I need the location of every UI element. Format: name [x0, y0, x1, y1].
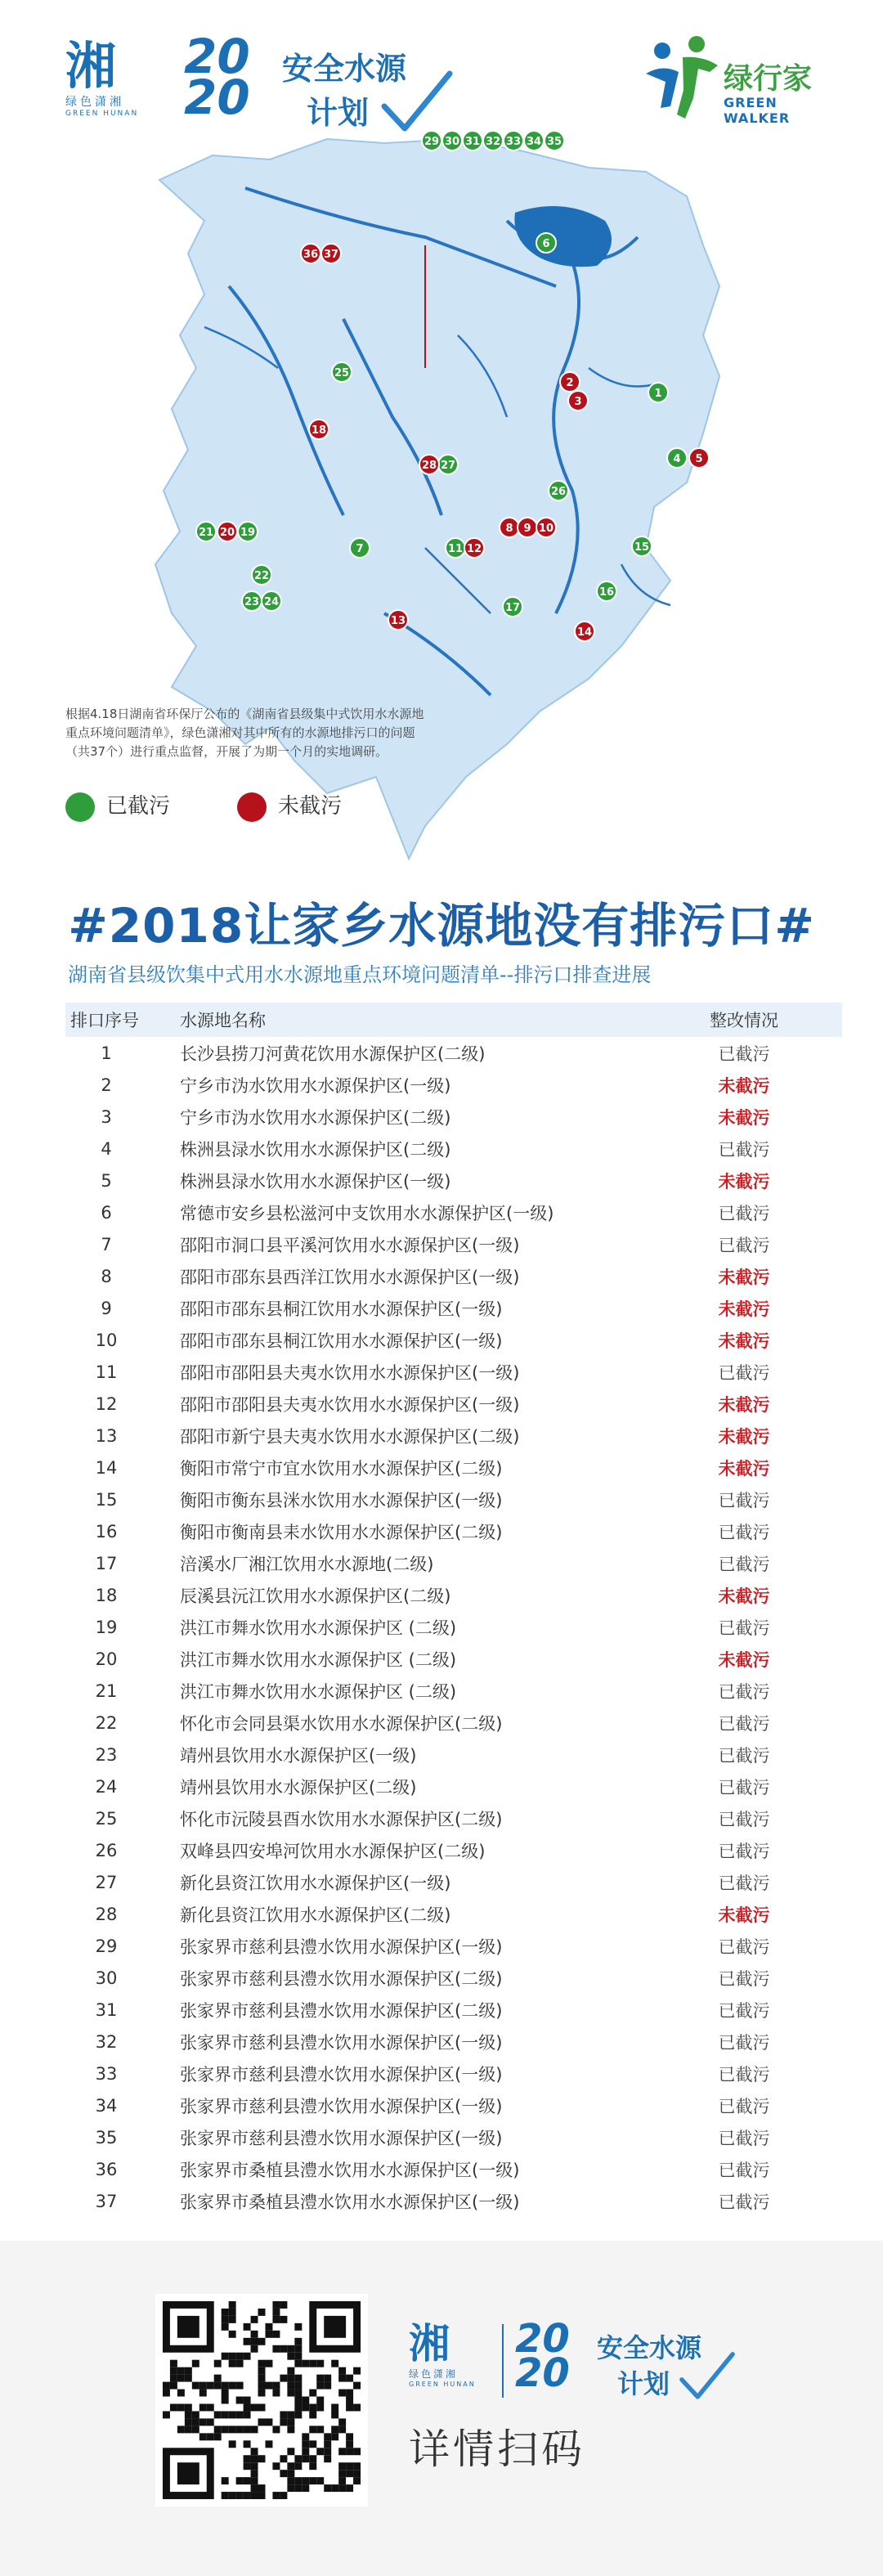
cell-name: 衡阳市衡南县耒水饮用水水源保护区(二级) [180, 1522, 503, 1542]
cell-no: 32 [95, 2031, 118, 2052]
map-marker [689, 448, 709, 468]
map-marker-label: 33 [505, 136, 522, 148]
map-marker [524, 131, 544, 150]
cell-name: 新化县资江饮用水水源保护区(二级) [180, 1905, 451, 1925]
map-marker [252, 565, 271, 585]
cell-no: 10 [95, 1330, 118, 1350]
map-marker-label: 21 [198, 527, 214, 539]
outlet-table [65, 1003, 842, 2217]
map-marker-label: 18 [311, 424, 327, 437]
plan-title-bottom: 计划 [307, 95, 370, 131]
map-marker [536, 518, 556, 537]
map-marker [238, 522, 258, 541]
footer-plan-title-bottom: 计划 [617, 2368, 670, 2399]
cell-name: 宁乡市沩水饮用水水源保护区(二级) [180, 1107, 451, 1128]
map-note: 根据4.18日湖南省环保厅公布的《湖南省县级集中式饮用水水源地重点环境问题清单》，绿色潇湘对其中所有的水源地排污口的问题（共37个）进行重点监督，开展了为期一个月的实地调研。 [65, 707, 424, 759]
map-marker [483, 131, 503, 150]
cell-name: 张家界市慈利县澧水饮用水源保护区(二级) [180, 1968, 503, 1989]
header-name: 水源地名称 [180, 1011, 266, 1030]
cell-status: 已截污 [718, 1745, 770, 1766]
table-row [65, 2185, 842, 2217]
cell-no: 28 [95, 1904, 118, 1924]
map-marker [196, 522, 216, 541]
legend-item-ok [65, 789, 170, 822]
map-marker [575, 622, 594, 641]
map-marker-label: 20 [219, 527, 235, 539]
cell-no: 22 [95, 1712, 118, 1733]
map-marker-label: 30 [444, 136, 460, 148]
cell-status: 已截污 [718, 1554, 770, 1574]
map-marker-label: 5 [695, 453, 703, 465]
map-marker-label: 36 [303, 249, 319, 261]
cell-no: 20 [95, 1649, 118, 1669]
cell-name: 张家界市桑植县澧水饮用水水源保护区(一级) [180, 2160, 520, 2180]
cell-status: 已截污 [718, 1809, 770, 1829]
cell-name: 洪江市舞水饮用水水源保护区 (二级) [180, 1618, 457, 1638]
cell-status: 已截污 [718, 1841, 770, 1861]
legend-item-bad [237, 789, 342, 822]
cell-status: 未截污 [718, 1905, 770, 1925]
legend-label-ok: 已截污 [106, 794, 171, 819]
cell-no: 17 [95, 1553, 118, 1573]
map-marker [597, 581, 616, 601]
map-marker [321, 244, 341, 263]
map-marker [667, 448, 687, 468]
map-marker-label: 6 [542, 238, 550, 250]
table-row [65, 1101, 842, 1133]
cell-no: 15 [95, 1489, 118, 1510]
map-marker [463, 131, 482, 150]
cell-name: 涪溪水厂湘江饮用水水源地(二级) [180, 1554, 434, 1574]
table-row [65, 1898, 842, 1930]
cell-status: 已截污 [718, 2192, 770, 2212]
table-row [65, 1356, 842, 1388]
map-marker [438, 455, 458, 474]
map-marker [350, 538, 370, 558]
map-marker [568, 391, 588, 411]
cell-no: 13 [95, 1425, 118, 1446]
cell-status: 未截污 [718, 1426, 770, 1447]
map-marker [500, 518, 519, 537]
map-marker [388, 610, 408, 630]
cell-name: 邵阳市邵阳县夫夷水饮用水水源保护区(一级) [180, 1394, 520, 1415]
map-marker-label: 29 [424, 136, 440, 148]
cell-no: 37 [95, 2191, 118, 2211]
map-marker-label: 32 [485, 136, 501, 148]
cell-no: 31 [95, 1999, 118, 2020]
map-marker-label: 11 [447, 543, 464, 555]
cell-status: 已截污 [718, 1618, 770, 1638]
cell-status: 未截污 [718, 1107, 770, 1128]
map-marker-label: 26 [550, 486, 567, 498]
cell-no: 36 [95, 2159, 118, 2179]
cell-no: 29 [95, 1936, 118, 1956]
cell-name: 洪江市舞水饮用水水源保护区 (二级) [180, 1649, 457, 1670]
cell-name: 长沙县捞刀河黄花饮用水源保护区(二级) [180, 1043, 486, 1064]
safe-water-plan-logo [184, 29, 446, 131]
table-header [65, 1003, 842, 1037]
map-marker-label: 28 [421, 460, 437, 472]
cell-name: 株洲县渌水饮用水水源保护区(二级) [180, 1139, 451, 1160]
table-row [65, 1962, 842, 1994]
cell-name: 株洲县渌水饮用水水源保护区(一级) [180, 1171, 451, 1192]
map-marker [242, 591, 262, 611]
map-marker-label: 35 [546, 136, 563, 148]
cell-no: 23 [95, 1744, 118, 1765]
footer-checkmark-icon [679, 2350, 736, 2403]
cell-status: 未截污 [718, 1649, 770, 1670]
table-row [65, 1196, 842, 1228]
cell-name: 双峰县四安埠河饮用水水源保护区(二级) [180, 1841, 486, 1861]
cell-status: 已截污 [718, 1490, 770, 1510]
map-marker-label: 1 [654, 388, 662, 400]
table-row [65, 1069, 842, 1101]
cell-no: 8 [101, 1266, 112, 1286]
cell-name: 张家界市慈利县澧水饮用水源保护区(一级) [180, 2032, 503, 2053]
cell-status: 已截污 [718, 1139, 770, 1160]
cell-status: 未截污 [718, 1299, 770, 1319]
map-marker [442, 131, 462, 150]
green-walker-en: GREEN WALKER [724, 95, 791, 126]
cell-status: 已截污 [718, 1968, 770, 1989]
table-row [65, 2026, 842, 2058]
footer-plan-number-top: 20 [515, 2316, 570, 2362]
plan-number-bottom: 20 [184, 70, 250, 125]
map-marker [536, 233, 556, 253]
cell-no: 11 [95, 1362, 118, 1382]
cell-no: 30 [95, 1968, 118, 1988]
map-canvas [0, 123, 883, 875]
legend-dot-green [65, 792, 95, 822]
table-row [65, 1228, 842, 1260]
cell-name: 邵阳市邵阳县夫夷水饮用水水源保护区(一级) [180, 1362, 520, 1383]
map-marker-label: 2 [566, 377, 574, 389]
table-row [65, 1994, 842, 2026]
cell-name: 张家界市慈利县澧水饮用水源保护区(一级) [180, 2064, 503, 2085]
cell-name: 张家界市慈利县澧水饮用水源保护区(一级) [180, 2128, 503, 2148]
table-row [65, 1133, 842, 1165]
cell-name: 宁乡市沩水饮用水水源保护区(一级) [180, 1075, 451, 1096]
table-row [65, 1834, 842, 1866]
cell-no: 35 [95, 2127, 118, 2147]
map-marker [332, 362, 352, 382]
cell-status: 已截污 [718, 1936, 770, 1957]
cell-no: 33 [95, 2063, 118, 2084]
map-marker-label: 14 [576, 626, 593, 639]
footer-logo-cn: 绿色潇湘 [409, 2368, 459, 2380]
footer-plan-title-top: 安全水源 [597, 2332, 702, 2363]
table-row [65, 1452, 842, 1483]
map-marker [422, 131, 441, 150]
footer-logo-mark: 湘 [409, 2320, 446, 2367]
map-marker-label: 9 [523, 523, 531, 535]
cell-status: 未截污 [718, 1458, 770, 1479]
map-marker-label: 8 [505, 523, 513, 535]
map-marker-label: 25 [334, 367, 350, 379]
table-row [65, 1515, 842, 1547]
table-row [65, 1420, 842, 1452]
cell-name: 邵阳市新宁县夫夷水饮用水水源保护区(二级) [180, 1426, 520, 1447]
map-marker-label: 16 [598, 586, 615, 599]
table-row [65, 1802, 842, 1834]
footer-plan-number-bottom: 20 [515, 2350, 570, 2396]
map-marker [464, 538, 484, 558]
cell-no: 14 [95, 1457, 118, 1478]
header-no: 排口序号 [70, 1011, 139, 1030]
cell-no: 21 [95, 1681, 118, 1701]
table-row [65, 1388, 842, 1420]
table-row [65, 1770, 842, 1802]
table-row [65, 1930, 842, 1962]
map-marker [518, 518, 537, 537]
headline: #2018让家乡水源地没有排污口# [68, 898, 815, 954]
cell-status: 已截污 [718, 2160, 770, 2180]
map-marker [560, 372, 580, 392]
map-marker-label: 27 [440, 460, 456, 472]
table-row [65, 1483, 842, 1515]
cell-status: 已截污 [718, 1522, 770, 1542]
table-row [65, 1292, 842, 1324]
cell-status: 未截污 [718, 1075, 770, 1096]
cell-status: 已截污 [718, 1362, 770, 1383]
table-row [65, 2089, 842, 2121]
cell-status: 已截污 [718, 1777, 770, 1797]
cell-no: 25 [95, 1808, 118, 1829]
cell-status: 未截污 [718, 1267, 770, 1287]
map-marker [503, 597, 522, 617]
map-marker [419, 455, 439, 474]
footer-divider [502, 2324, 504, 2398]
green-walker-logo [638, 33, 834, 131]
map-marker-label: 19 [240, 527, 256, 539]
map-marker [504, 131, 523, 150]
map-marker-label: 4 [673, 453, 681, 465]
cell-name: 邵阳市邵东县桐江饮用水水源保护区(一级) [180, 1331, 503, 1351]
map-marker [545, 131, 564, 150]
cell-name: 洪江市舞水饮用水水源保护区 (二级) [180, 1681, 457, 1702]
cell-status: 已截污 [718, 2096, 770, 2116]
map-marker [309, 420, 329, 439]
map-marker [217, 522, 237, 541]
logo-cn-text: 绿色潇湘 [65, 96, 124, 109]
cell-name: 邵阳市邵东县西洋江饮用水水源保护区(一级) [180, 1267, 520, 1287]
map-marker-label: 23 [244, 596, 260, 608]
cell-status: 未截污 [718, 1394, 770, 1415]
cell-status: 已截污 [718, 2032, 770, 2053]
table-row [65, 1866, 842, 1898]
table-row [65, 1707, 842, 1739]
cell-no: 19 [95, 1617, 118, 1637]
table-body [65, 1037, 842, 2217]
table-row [65, 1643, 842, 1675]
cell-no: 18 [95, 1585, 118, 1605]
cell-status: 已截污 [718, 1873, 770, 1893]
cell-no: 2 [101, 1075, 112, 1095]
table-row [65, 1547, 842, 1579]
table-row [65, 1324, 842, 1356]
map-marker-label: 7 [356, 543, 364, 555]
map-marker-label: 31 [464, 136, 481, 148]
cell-name: 张家界市慈利县澧水饮用水源保护区(一级) [180, 1936, 503, 1957]
cell-name: 怀化市沅陵县酉水饮用水水源保护区(二级) [180, 1809, 503, 1829]
cell-status: 已截污 [718, 1203, 770, 1223]
header-status: 整改情况 [710, 1011, 778, 1030]
header [0, 0, 883, 131]
table-row [65, 1579, 842, 1611]
map-marker [262, 591, 281, 611]
cell-no: 16 [95, 1521, 118, 1542]
green-walker-cn: 绿行家 [724, 62, 813, 96]
map-marker [301, 244, 320, 263]
cell-no: 12 [95, 1393, 118, 1414]
scan-text: 详情扫码 [409, 2426, 585, 2473]
cell-name: 怀化市会同县渠水饮用水水源保护区(二级) [180, 1713, 503, 1734]
table-row [65, 2121, 842, 2153]
table-row [65, 1675, 842, 1707]
cell-status: 未截污 [718, 1171, 770, 1192]
map-marker-label: 13 [390, 615, 406, 627]
cell-no: 34 [95, 2095, 118, 2116]
map-marker-label: 17 [504, 602, 521, 614]
legend-label-bad: 未截污 [278, 794, 343, 819]
table-row [65, 2153, 842, 2185]
cell-name: 邵阳市邵东县桐江饮用水水源保护区(一级) [180, 1299, 503, 1319]
cell-status: 未截污 [718, 1586, 770, 1606]
map-marker-label: 24 [263, 596, 280, 608]
plan-title-top: 安全水源 [282, 51, 407, 87]
cell-no: 27 [95, 1872, 118, 1892]
cell-status: 未截污 [718, 1331, 770, 1351]
cell-status: 已截污 [718, 2064, 770, 2085]
cell-status: 已截污 [718, 1235, 770, 1255]
qr-code[interactable] [155, 2294, 368, 2506]
map-marker [446, 538, 465, 558]
logo-en-text: GREEN HUNAN [65, 110, 139, 118]
cell-name: 新化县资江饮用水水源保护区(一级) [180, 1873, 451, 1893]
map-marker-label: 10 [538, 523, 554, 535]
cell-name: 衡阳市常宁市宜水饮用水水源保护区(二级) [180, 1458, 503, 1479]
cell-name: 张家界市慈利县澧水饮用水源保护区(二级) [180, 2000, 503, 2021]
cell-status: 已截污 [718, 2000, 770, 2021]
table-row [65, 1739, 842, 1770]
map-marker [549, 481, 568, 500]
cell-name: 邵阳市洞口县平溪河饮用水水源保护区(一级) [180, 1235, 520, 1255]
table-row [65, 1037, 842, 1069]
green-walker-figure-icon [638, 33, 728, 131]
footer-logo-en: GREEN HUNAN [409, 2381, 476, 2388]
cell-name: 张家界市桑植县澧水饮用水水源保护区(一级) [180, 2192, 520, 2212]
table-row [65, 1165, 842, 1196]
footer-plan-logo [515, 2316, 760, 2404]
cell-status: 已截污 [718, 1681, 770, 1702]
cell-no: 7 [101, 1234, 112, 1254]
legend-dot-red [237, 792, 267, 822]
cell-no: 9 [101, 1298, 112, 1318]
cell-no: 26 [95, 1840, 118, 1860]
footer-green-hunan-logo [409, 2322, 499, 2388]
map-marker-label: 3 [574, 396, 582, 408]
map-marker-label: 22 [253, 570, 270, 582]
subhead: 湖南省县级饮集中式用水水源地重点环境问题清单--排污口排查进展 [68, 963, 652, 986]
cell-name: 张家界市慈利县澧水饮用水源保护区(一级) [180, 2096, 503, 2116]
map-marker-label: 12 [466, 543, 482, 555]
map-marker-label: 15 [634, 541, 650, 554]
table-row [65, 1611, 842, 1643]
cell-no: 4 [101, 1138, 112, 1159]
cell-name: 靖州县饮用水水源保护区(一级) [180, 1745, 417, 1766]
map-marker-label: 34 [526, 136, 542, 148]
table-row [65, 1260, 842, 1292]
cell-name: 常德市安乡县松滋河中支饮用水水源保护区(一级) [180, 1203, 554, 1223]
table-row [65, 2058, 842, 2089]
cell-name: 靖州县饮用水水源保护区(二级) [180, 1777, 417, 1797]
cell-no: 1 [101, 1043, 112, 1063]
cell-status: 已截污 [718, 1043, 770, 1064]
cell-no: 5 [101, 1170, 112, 1191]
map-marker-label: 37 [323, 249, 339, 261]
green-hunan-logo [65, 36, 164, 118]
cell-name: 辰溪县沅江饮用水水源保护区(二级) [180, 1586, 451, 1606]
hunan-map [0, 123, 883, 875]
cell-status: 已截污 [718, 1713, 770, 1734]
cell-status: 已截污 [718, 2128, 770, 2148]
map-marker [632, 536, 652, 556]
logo-mark: 湘 [65, 36, 114, 96]
cell-no: 6 [101, 1202, 112, 1223]
plan-number-top: 20 [184, 29, 250, 84]
footer [0, 2241, 883, 2576]
map-marker [648, 383, 668, 402]
cell-no: 24 [95, 1776, 118, 1797]
cell-name: 衡阳市衡东县洣水饮用水水源保护区(一级) [180, 1490, 503, 1510]
cell-no: 3 [101, 1106, 112, 1127]
